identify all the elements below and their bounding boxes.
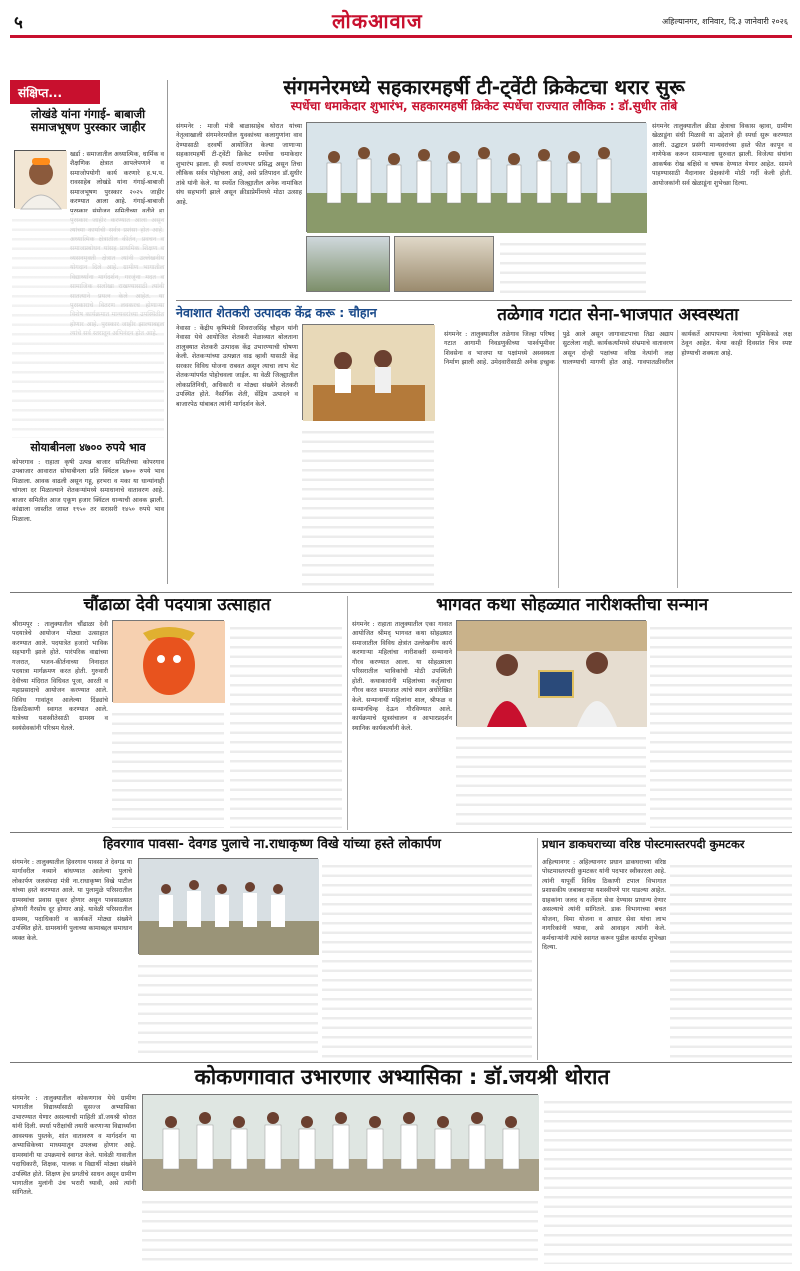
felicitation-photo-icon — [457, 621, 647, 727]
kokangaon-body-cont2 — [544, 1094, 792, 1264]
brief-body-1-cont — [12, 212, 164, 438]
chondhala-photo — [112, 620, 224, 702]
dateline: अहिल्यानगर, शनिवार, दि.३ जानेवारी २०२६ — [662, 17, 788, 26]
talegaon-headline: तळेगाव गटात सेना-भाजपात अस्वस्थता — [497, 305, 739, 325]
chauhan-photo — [302, 324, 434, 420]
bhagwat-headline: भागवत कथा सोहळ्यात नारीशक्तीचा सन्मान — [435, 595, 709, 615]
deity-photo-icon — [113, 621, 225, 703]
rule-bottom — [10, 1062, 792, 1063]
lead-body-left: संगमनेर : माजी मंत्री बाळासाहेब थोरात यांच्या नेतृत्वाखाली संगमनेरमधील युवकांच्या कलागुणांना वाव देण्यासाठी दरवर्षी आयोजित केल्या जाणाऱ्या सहकारमहर्षी टी-ट्वेंटी क्रिकेट स्पर्धेचा धमाकेदार शुभारंभ झाला. ही स्पर्धा राज्यभर प्रसिद्ध असून तिचा लौकिक सर्वत्र पोहोचला आहे, असे प्रतिपादन डॉ.सुधीर तांबे यांनी केले. या स्पर्धेत जिल्ह्यातील अनेक नामांकित संघ सहभागी झाले असून क्रीडाप्रेमींमध्ये मोठा उत्साह आहे. — [176, 123, 302, 206]
masthead-logo: लोकआवाज — [332, 9, 423, 33]
kokangaon-photo — [142, 1094, 538, 1190]
chondhala-body-cont2 — [112, 706, 224, 828]
bhagwat-body-cont2 — [650, 620, 792, 828]
brief-label: संक्षिप्त... — [10, 80, 100, 104]
rule-mid-2 — [10, 832, 792, 833]
lead-photo — [306, 122, 646, 232]
bhagwat-photo — [456, 620, 646, 726]
lead-photo-3 — [394, 236, 494, 292]
brief-body-2: कोपरगाव : राहाता कृषी उत्पन्न बाजार समितीच्या कोपरगाव उपबाजार आवारात सोयाबीनला प्रति क्विंटल ४७०० रुपये भाव मिळाला. आवक वाढली असून गहू, हरभरा व मका या धान्यांनाही चांगला दर मिळाल्याने शेतकऱ्यांमध्ये समाधानाचे वातावरण आहे. बाजार समितीत आज एकूण हजार क्विंटल धान्याची आवक झाली. कांद्याला जास्तीत जास्त १९५० तर सरासरी १४५० रुपये भाव मिळाला. — [12, 459, 164, 523]
brief-body-1: खर्डा : समाजातील अध्यात्मिक, धार्मिक व शैक्षणिक क्षेत्रात आपलेपणाने व समाजोपयोगी कार्य करणारे ह.भ.प. रावसाहेब लोखंडे यांना गंगाई-बाबाजी समाजभूषण पुरस्कार २०२५ जाहीर करण्यात आला आहे. गंगाई-बाबाजी — [70, 151, 164, 206]
lead-photo-2 — [306, 236, 390, 292]
chondhala-headline: चौंढाळा देवी पदयात्रा उत्साहात — [83, 595, 271, 615]
hivargaon-photo — [138, 858, 318, 954]
hivargaon-body: संगमनेर : तालुक्यातील हिवरगाव पावसा ते देवगड या मार्गावरील नव्याने बांधण्यात आलेल्या पुलाचे लोकार्पण जलसंपदा मंत्री ना.राधाकृष्ण विखे पाटील यांच्या हस्ते करण्यात आले. या पुलामुळे परिसरातील ग्रामस्थांचा प्रवास सुकर होणार असून पावसाळ्यात होणारी गैरसोय दूर होणार आहे. यावेळी परिसरातील ग्रामस्थ, पदाधिकारी व कार्यकर्ते मोठ्या संख्येने उपस्थित होते. ग्रामस्थांनी पुलाच्या कामाबद्दल समाधान व्यक्त केले. — [12, 859, 132, 942]
hivargaon-body-cont — [138, 958, 318, 1058]
bhagwat-body: संगमनेर : राहाता तालुक्यातील एका गावात आयोजित श्रीमद् भागवत कथा सोहळ्यात समाजातील विविध क्षेत्रांत उल्लेखनीय कार्य करणाऱ्या महिलांचा नारीशक्ती सन्मानाने गौरव करण्यात आला. या सोहळ्याला परिसरातील भाविकांची मोठी उपस्थिती होती. कथाकारांनी महिलांच्या कर्तृत्वाचा गौरव करत समाजात त्यांचे स्थान अधोरेखित केले. सन्मानार्थी महिलांना शाल, श्रीफळ व सन्मानचिन्ह देऊन गौरविण्यात आले. कार्यक्रमाचे सूत्रसंचालन व आभारप्रदर्शन स्थानिक कार्यकर्त्यांनी केले. — [352, 621, 452, 732]
rule-mid — [10, 592, 792, 593]
lead-body-mid — [500, 236, 646, 296]
rule-vert-2 — [537, 838, 538, 1060]
chauhan-body-cont — [302, 424, 434, 588]
chauhan-headline: नेवाशात शेतकरी उत्पादक केंद्र करू : चौहान — [176, 305, 377, 320]
brief-box — [10, 80, 168, 584]
masthead-rule — [10, 35, 792, 38]
lead-body-right: संगमनेर तालुक्यातील क्रीडा क्षेत्राचा विकास व्हावा, ग्रामीण खेळाडूंना संधी मिळावी या उद्देशाने ही स्पर्धा सुरू करण्यात आली. उद्घाटन प्रसंगी मान्यवरांच्या हस्ते फीत कापून व नाणेफेक करून सामन्याला सुरुवात झाली. विजेत्या संघांना आकर्षक रोख बक्षिसे व चषक देण्यात येणार आहेत. सामने पाहण्यासाठी मैदानावर प्रेक्षकांनी मोठी गर्दी केली होती. आयोजकांनी सर्व खेळाडूंना शुभेच्छा दिल्या. — [652, 123, 792, 187]
hivargaon-headline: हिवरगाव पावसा- देवगड पुलाचे ना.राधाकृष्ण विखे यांच्या हस्ते लोकार्पण — [103, 837, 441, 852]
page-header — [10, 8, 792, 34]
portrait-photo — [14, 150, 66, 208]
brief-headline-2: सोयाबीनला ४७०० रुपये भाव — [30, 441, 146, 454]
rule-lead — [176, 300, 792, 301]
kokangaon-headline: कोकणगावात उभारणार अभ्यासिका : डॉ.जयश्री थोरात — [194, 1065, 610, 1089]
talegaon-body: संगमनेर : तालुक्यातील तळेगाव जिल्हा परिषद गटात आगामी निवडणुकीच्या पार्श्वभूमीवर शिवसेना व भाजपा या पक्षांमध्ये अस्वस्थता निर्माण झाली आहे. उमेदवारीसाठी अनेक इच्छुक पुढे आले असून जागावाटपाचा तिढा अद्याप सुटलेला नाही. कार्यकर्त्यांमध्ये संभ्रमाचे वातावरण असून दोन्ही पक्षांच्या वरिष्ठ नेत्यांनी लक्ष घालण्याची मागणी होत आहे. गावपातळीवरील कार्यकर्ते आपापल्या नेत्यांच्या भूमिकेकडे लक्ष ठेवून आहेत. येत्या काही दिवसांत चित्र स्पष्ट होण्याची शक्यता आहे. — [444, 331, 792, 367]
bhagwat-body-cont — [456, 730, 646, 828]
kokangaon-body-cont — [142, 1194, 538, 1264]
chauhan-body: नेवासा : केंद्रीय कृषिमंत्री शिवराजसिंह चौहान यांनी नेवासा येथे आयोजित शेतकरी मेळाव्यात बोलताना तालुक्यात शेतकरी उत्पादक केंद्र उभारण्याची घोषणा केली. शेतकऱ्यांच्या उत्पन्नात वाढ व्हावी यासाठी केंद्र सरकार विविध योजना राबवत असून त्याचा लाभ थेट शेतकऱ्यांपर्यंत पोहोचवला जाईल. या वेळी जिल्ह्यातील लोकप्रतिनिधी, अधिकारी व मोठ्या संख्येने शेतकरी उपस्थित होते. नैसर्गिक शेती, सेंद्रिय उत्पादने व बाजारपेठ यांबाबत त्यांनी मार्गदर्शन केले. — [176, 325, 298, 408]
brief-headline-1: लोखंडे यांना गंगाई- बाबाजी समाजभूषण पुरस्कार जाहीर — [30, 107, 146, 134]
stage-photo-icon — [303, 325, 435, 421]
chondhala-body-cont — [230, 620, 342, 828]
postmaster-body-cont — [670, 858, 792, 1058]
postmaster-headline: प्रधान डाकघराच्या वरिष्ठ पोस्टमास्तरपदी कुमटकर — [542, 837, 745, 851]
group-photo-icon — [307, 123, 647, 233]
postmaster-body: अहिल्यानगर : अहिल्यानगर प्रधान डाकघराच्या वरिष्ठ पोस्टमास्तरपदी कुमटकर यांनी पदभार स्वीकारला आहे. त्यांनी यापूर्वी विविध ठिकाणी टपाल विभागात प्रशासकीय जबाबदाऱ्या यशस्वीपणे पार पाडल्या आहेत. ग्राहकांना जलद व दर्जेदार सेवा देण्यास प्राधान्य देणार असल्याचे त्यांनी सांगितले. डाक विभागाच्या बचत योजना, विमा योजना व आधार सेवा यांचा लाभ नागरिकांनी घ्यावा, असे आवाहन त्यांनी केले. कर्मचाऱ्यांनी त्यांचे स्वागत करून पुढील कार्यास शुभेच्छा दिल्या. — [542, 859, 666, 951]
person-portrait-icon — [15, 151, 67, 209]
lead-headline: संगमनेरमध्ये सहकारमहर्षी टी-ट्वेंटी क्रिकेटचा थरार सुरू — [283, 75, 685, 99]
hivargaon-body-cont2 — [322, 858, 532, 1058]
page-number: ५ — [14, 13, 23, 33]
inauguration-photo-icon — [139, 859, 319, 955]
rule-vert-mid — [347, 596, 348, 830]
chondhala-body: श्रीरामपूर : तालुक्यातील चौंढाळा देवी पदयात्रेचे आयोजन मोठ्या उत्साहात करण्यात आले. पदयात्रेत हजारो भाविक सहभागी झाले होते. पारंपरिक वाद्यांच्या गजरात, भजन-कीर्तनाच्या निनादात पदयात्रा मार्गक्रमण करत होती. गुरुवारी देवीच्या मंदिरात विधिवत पूजा, आरती व महाप्रसादाचे आयोजन करण्यात आले. विविध गावांतून आलेल्या दिंड्यांचे ठिकठिकाणी स्वागत करण्यात आले. यात्रेच्या यशस्वीतेसाठी ग्रामस्थ व स्वयंसेवकांनी परिश्रम घेतले. — [12, 621, 108, 732]
lead-subheadline: स्पर्धेचा धमाकेदार शुभारंभ, सहकारमहर्षी क्रिकेट स्पर्धेचा राज्यात लौकिक : डॉ.सुधीर तांबे — [290, 99, 678, 113]
study-center-photo-icon — [143, 1095, 539, 1191]
kokangaon-body: संगमनेर : तालुक्यातील कोकणगाव येथे ग्रामीण भागातील विद्यार्थ्यांसाठी सुसज्ज अभ्यासिका उभारण्यात येणार असल्याची माहिती डॉ.जयश्री थोरात यांनी दिली. स्पर्धा परीक्षांची तयारी करणाऱ्या विद्यार्थ्यांना आवश्यक पुस्तके, शांत वातावरण व मार्गदर्शन या अभ्यासिकेच्या माध्यमातून उपलब्ध होणार आहे. ग्रामस्थांनी या उपक्रमाचे स्वागत केले. यावेळी गावातील पदाधिकारी, शिक्षक, पालक व विद्यार्थी मोठ्या संख्येने उपस्थित होते. शिक्षण हेच प्रगतीचे साधन असून ग्रामीण भागातील मुलांनी उंच भरारी घ्यावी, असे त्यांनी सांगितले. — [12, 1095, 136, 1197]
